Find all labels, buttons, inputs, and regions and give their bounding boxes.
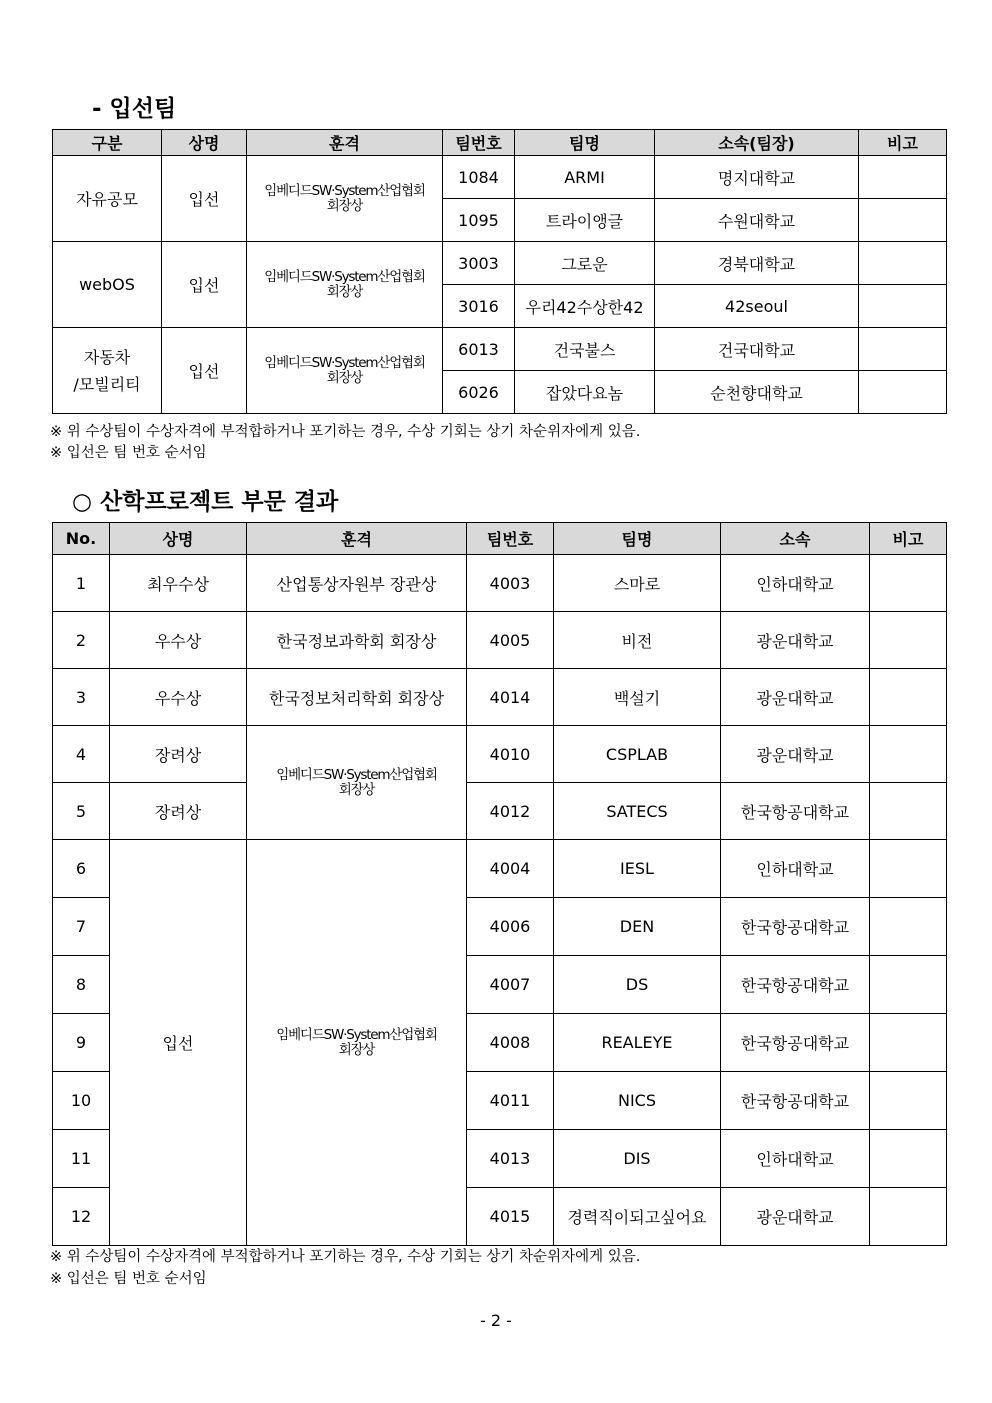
team-number-cell: 4007 xyxy=(467,956,554,1014)
team-name-cell: IESL xyxy=(554,840,721,898)
honor-cell xyxy=(247,726,467,840)
honor-line: 임베디드SW·System산업협회 xyxy=(264,268,425,285)
team-name-cell: 비전 xyxy=(554,612,721,669)
award-cell: 우수상 xyxy=(110,612,247,669)
team-name-cell: DS xyxy=(554,956,721,1014)
note-cell xyxy=(859,285,947,328)
team-name-cell: SATECS xyxy=(554,783,721,840)
column-header: 비고 xyxy=(870,523,947,555)
affiliation-cell: 광운대학교 xyxy=(721,669,870,726)
affiliation-cell: 한국항공대학교 xyxy=(721,783,870,840)
affiliation-cell: 42seoul xyxy=(655,285,859,328)
note-cell xyxy=(859,156,947,199)
column-header: 훈격 xyxy=(247,130,443,156)
section1-heading: - 입선팀 xyxy=(92,96,177,122)
table-row xyxy=(53,328,947,371)
team-number-cell: 6013 xyxy=(443,328,515,371)
team-name-cell: 우리42수상한42 xyxy=(515,285,655,328)
table-row xyxy=(53,726,947,783)
honor-cell xyxy=(247,328,443,414)
team-number-cell: 4013 xyxy=(467,1130,554,1188)
honor-line: 회장상 xyxy=(326,197,363,214)
award-cell: 우수상 xyxy=(110,669,247,726)
honor-line: 회장상 xyxy=(326,369,363,386)
column-header: 비고 xyxy=(859,130,947,156)
category-line: 자동차 xyxy=(83,347,131,367)
page-number: - 2 - xyxy=(480,1311,512,1330)
column-header: 훈격 xyxy=(247,523,467,555)
honor-line: 임베디드SW·System산업협회 xyxy=(264,182,425,199)
note-cell xyxy=(859,199,947,242)
honor-line: 임베디드SW·System산업협회 xyxy=(276,766,437,783)
affiliation-cell: 한국항공대학교 xyxy=(721,1072,870,1130)
team-number-cell: 4012 xyxy=(467,783,554,840)
number-cell: 10 xyxy=(53,1072,110,1130)
team-number-cell: 4010 xyxy=(467,726,554,783)
team-number-cell: 4008 xyxy=(467,1014,554,1072)
number-cell: 1 xyxy=(53,555,110,612)
team-name-cell: 건국불스 xyxy=(515,328,655,371)
team-name-cell: DIS xyxy=(554,1130,721,1188)
note-cell xyxy=(870,783,947,840)
honor-line: 회장상 xyxy=(338,1041,375,1058)
honor-line: 임베디드SW·System산업협회 xyxy=(276,1026,437,1043)
team-name-cell: 경력직이되고싶어요 xyxy=(554,1188,721,1246)
team-number-cell: 3003 xyxy=(443,242,515,285)
note-cell xyxy=(859,371,947,414)
table-row xyxy=(53,783,947,840)
affiliation-cell: 한국항공대학교 xyxy=(721,956,870,1014)
team-name-cell: 잡았다요놈 xyxy=(515,371,655,414)
affiliation-cell: 한국항공대학교 xyxy=(721,1014,870,1072)
affiliation-cell: 인하대학교 xyxy=(721,1130,870,1188)
team-name-cell: 트라이앵글 xyxy=(515,199,655,242)
honor-line: 회장상 xyxy=(338,781,375,798)
award-cell: 장려상 xyxy=(110,726,247,783)
team-number-cell: 4006 xyxy=(467,898,554,956)
category-cell xyxy=(53,328,162,414)
team-name-cell: DEN xyxy=(554,898,721,956)
column-header: 소속 xyxy=(721,523,870,555)
column-header: 구분 xyxy=(53,130,162,156)
affiliation-cell: 수원대학교 xyxy=(655,199,859,242)
table-row xyxy=(53,612,947,669)
number-cell: 5 xyxy=(53,783,110,840)
note-cell xyxy=(870,1130,947,1188)
affiliation-cell: 건국대학교 xyxy=(655,328,859,371)
category-cell: 자유공모 xyxy=(53,156,162,242)
table-row xyxy=(53,156,947,199)
column-header: 팀번호 xyxy=(443,130,515,156)
column-header: 팀명 xyxy=(515,130,655,156)
note-cell xyxy=(870,1014,947,1072)
affiliation-cell: 순천향대학교 xyxy=(655,371,859,414)
category-line: /모빌리티 xyxy=(73,374,141,394)
honor-cell: 산업통상자원부 장관상 xyxy=(247,555,467,612)
column-header: 팀명 xyxy=(554,523,721,555)
note-cell xyxy=(870,956,947,1014)
table-row xyxy=(53,840,947,898)
column-header: 팀번호 xyxy=(467,523,554,555)
team-name-cell: NICS xyxy=(554,1072,721,1130)
award-cell: 장려상 xyxy=(110,783,247,840)
award-cell: 최우수상 xyxy=(110,555,247,612)
team-number-cell: 4004 xyxy=(467,840,554,898)
team-number-cell: 4015 xyxy=(467,1188,554,1246)
honor-line: 임베디드SW·System산업협회 xyxy=(264,354,425,371)
table-row xyxy=(53,555,947,612)
number-cell: 12 xyxy=(53,1188,110,1246)
number-cell: 11 xyxy=(53,1130,110,1188)
number-cell: 9 xyxy=(53,1014,110,1072)
number-cell: 4 xyxy=(53,726,110,783)
category-cell: webOS xyxy=(53,242,162,328)
honor-cell: 한국정보처리학회 회장상 xyxy=(247,669,467,726)
affiliation-cell: 광운대학교 xyxy=(721,1188,870,1246)
affiliation-cell: 인하대학교 xyxy=(721,555,870,612)
note-cell xyxy=(870,898,947,956)
honor-cell xyxy=(247,840,467,1246)
award-cell: 입선 xyxy=(162,156,247,242)
team-number-cell: 1095 xyxy=(443,199,515,242)
team-number-cell: 4003 xyxy=(467,555,554,612)
note-cell xyxy=(859,242,947,285)
honor-cell xyxy=(247,242,443,328)
team-name-cell: CSPLAB xyxy=(554,726,721,783)
team-number-cell: 4014 xyxy=(467,669,554,726)
table-row xyxy=(53,669,947,726)
number-cell: 7 xyxy=(53,898,110,956)
honor-cell xyxy=(247,156,443,242)
column-header: 상명 xyxy=(162,130,247,156)
footnote: ※ 위 수상팀이 수상자격에 부적합하거나 포기하는 경우, 수상 기회는 상기 차순위자에게 있음. xyxy=(50,424,641,440)
note-cell xyxy=(870,1072,947,1130)
table-row xyxy=(53,242,947,285)
column-header: 소속(팀장) xyxy=(655,130,859,156)
number-cell: 6 xyxy=(53,840,110,898)
team-number-cell: 3016 xyxy=(443,285,515,328)
team-name-cell: 그로운 xyxy=(515,242,655,285)
team-number-cell: 1084 xyxy=(443,156,515,199)
footnote: ※ 입선은 팀 번호 순서임 xyxy=(50,445,207,461)
affiliation-cell: 인하대학교 xyxy=(721,840,870,898)
note-cell xyxy=(870,612,947,669)
column-header: 상명 xyxy=(110,523,247,555)
number-cell: 3 xyxy=(53,669,110,726)
note-cell xyxy=(870,669,947,726)
section2-heading: ○ 산학프로젝트 부문 결과 xyxy=(72,489,339,515)
column-header: No. xyxy=(53,523,110,555)
team-name-cell: 백설기 xyxy=(554,669,721,726)
honor-line: 회장상 xyxy=(326,283,363,300)
number-cell: 8 xyxy=(53,956,110,1014)
team-number-cell: 4005 xyxy=(467,612,554,669)
affiliation-cell: 한국항공대학교 xyxy=(721,898,870,956)
team-name-cell: REALEYE xyxy=(554,1014,721,1072)
industry-project-results-table xyxy=(52,522,947,1246)
table-header-row xyxy=(53,130,947,156)
team-name-cell: ARMI xyxy=(515,156,655,199)
footnote: ※ 입선은 팀 번호 순서임 xyxy=(50,1271,207,1287)
award-cell: 입선 xyxy=(162,328,247,414)
affiliation-cell: 경북대학교 xyxy=(655,242,859,285)
honor-cell: 한국정보과학회 회장상 xyxy=(247,612,467,669)
affiliation-cell: 광운대학교 xyxy=(721,726,870,783)
note-cell xyxy=(859,328,947,371)
note-cell xyxy=(870,1188,947,1246)
affiliation-cell: 명지대학교 xyxy=(655,156,859,199)
note-cell xyxy=(870,840,947,898)
note-cell xyxy=(870,726,947,783)
table-header-row xyxy=(53,523,947,555)
selection-teams-table xyxy=(52,129,947,414)
number-cell: 2 xyxy=(53,612,110,669)
team-number-cell: 6026 xyxy=(443,371,515,414)
award-cell: 입선 xyxy=(110,840,247,1246)
affiliation-cell: 광운대학교 xyxy=(721,612,870,669)
team-number-cell: 4011 xyxy=(467,1072,554,1130)
footnote: ※ 위 수상팀이 수상자격에 부적합하거나 포기하는 경우, 수상 기회는 상기 차순위자에게 있음. xyxy=(50,1249,641,1265)
note-cell xyxy=(870,555,947,612)
team-name-cell: 스마로 xyxy=(554,555,721,612)
award-cell: 입선 xyxy=(162,242,247,328)
